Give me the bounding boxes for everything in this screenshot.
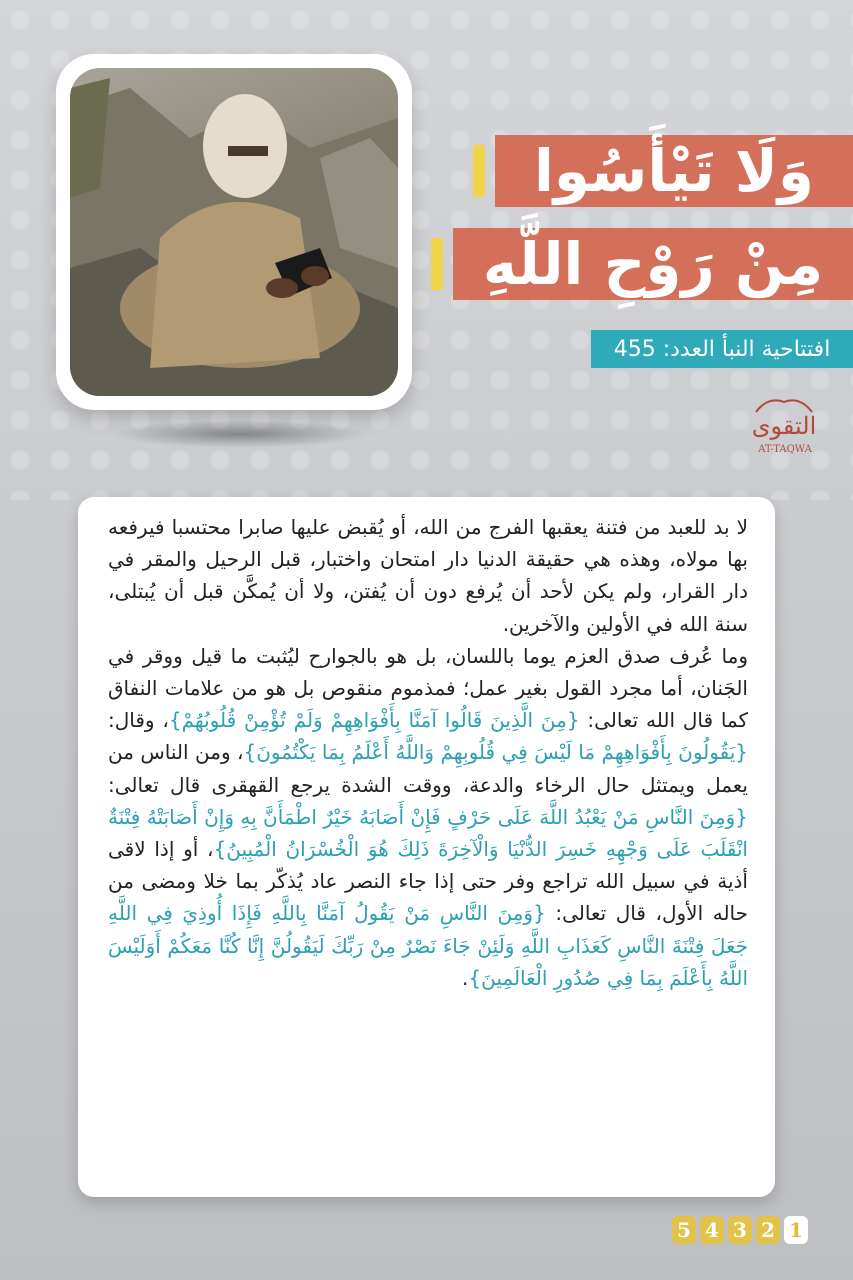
page-indicator bbox=[672, 1216, 808, 1244]
quran-verse-1: {مِنَ الَّذِينَ قَالُوا آمَنَّا بِأَفْوَاهِهِمْ وَلَمْ تُؤْمِنْ قُلُوبُهُمْ} bbox=[168, 708, 580, 733]
title-line-2-text: مِنْ رَوْحِ اللَّهِ bbox=[482, 230, 824, 298]
quran-verse-2: {يَقُولُونَ بِأَفْوَاهِهِمْ مَا لَيْسَ فِي قُلُوبِهِمْ وَاللَّهُ أَعْلَمُ بِمَا يَكْتُمُونَ} bbox=[243, 740, 748, 765]
issue-label: افتتاحية النبأ العدد: 455 bbox=[591, 330, 853, 368]
paragraph-1: لا بد للعبد من فتنة يعقبها الفرج من الله، أو يُقبض عليها صابرا محتسبا فيرفعه بها مولاه، وهذه هي حقيقة الدنيا دار امتحان واختبار، قبل الرحيل والمقر في دار القرار، ولم يكن لأحد أن يُرفع دون أن يُفتن، ولا أن يُمكَّن قبل أن يُبتلى، سنة الله في الأولين والآخرين. bbox=[108, 515, 748, 636]
page-5[interactable]: 5 bbox=[672, 1216, 696, 1244]
article-card bbox=[78, 497, 775, 1197]
page-1[interactable]: 1 bbox=[784, 1216, 808, 1244]
title-line-1 bbox=[495, 135, 853, 207]
photo-frame bbox=[56, 54, 412, 410]
paragraph-2-part-d: ، أو إذا لاقى أذية في سبيل الله تراجع وفر حتى إذا جاء النصر عاد يُذكّر بما خلا ومضى من حاله الأول، قال تعالى: bbox=[108, 837, 748, 926]
page-2[interactable]: 2 bbox=[756, 1216, 780, 1244]
title-line-2 bbox=[453, 228, 853, 300]
article-text bbox=[108, 511, 748, 994]
feature-photo bbox=[70, 68, 398, 396]
quran-verse-3: {وَمِنَ النَّاسِ مَنْ يَعْبُدُ اللَّهَ عَلَى حَرْفٍ فَإِنْ أَصَابَهُ خَيْرٌ اطْمَأَنَّ بِهِ وَإِنْ أَصَابَتْهُ فِتْنَةٌ انْقَلَبَ عَلَى وَجْهِهِ خَسِرَ الدُّنْيَا وَالْآخِرَةَ ذَلِكَ هُوَ الْخُسْرَانُ الْمُبِينُ} bbox=[108, 804, 748, 862]
paragraph-2-part-e: . bbox=[462, 965, 469, 990]
page-3[interactable]: 3 bbox=[728, 1216, 752, 1244]
title-accent bbox=[473, 145, 485, 197]
logo-subtitle: AT-TAQWA bbox=[758, 444, 812, 455]
photo-shadow bbox=[110, 420, 370, 448]
title-accent bbox=[431, 238, 443, 290]
paragraph-2-part-c: ، ومن الناس من يعمل ويمتثل حال الرخاء والدعة، ووقت الشدة يرجع القهقرى قال تعالى: bbox=[108, 740, 748, 797]
logo-text: التقوى bbox=[751, 412, 817, 440]
paragraph-2-part-b: ، وقال: bbox=[108, 708, 169, 733]
quran-verse-4: {وَمِنَ النَّاسِ مَنْ يَقُولُ آمَنَّا بِاللَّهِ فَإِذَا أُوذِيَ فِي اللَّهِ جَعَلَ فِتْنَةَ النَّاسِ كَعَذَابِ اللَّهِ وَلَئِنْ جَاءَ نَصْرٌ مِنْ رَبِّكَ لَيَقُولُنَّ إِنَّا كُنَّا مَعَكُمْ أَوَلَيْسَ اللَّهُ بِأَعْلَمَ بِمَا فِي صُدُورِ الْعَالَمِينَ} bbox=[108, 901, 748, 990]
paragraph-2-part-a: وما عُرف صدق العزم يوما باللسان، بل هو بالجوارح ليُثبت ما قيل ووقر في الجَنان، أما مجرد القول بغير عمل؛ فمذموم منقوص بل هو من علامات النفاق كما قال الله تعالى: bbox=[108, 643, 748, 733]
soldier-reading-illustration bbox=[70, 68, 398, 396]
title-line-1-text: وَلَا تَيْأَسُوا bbox=[534, 137, 814, 205]
page-4[interactable]: 4 bbox=[700, 1216, 724, 1244]
